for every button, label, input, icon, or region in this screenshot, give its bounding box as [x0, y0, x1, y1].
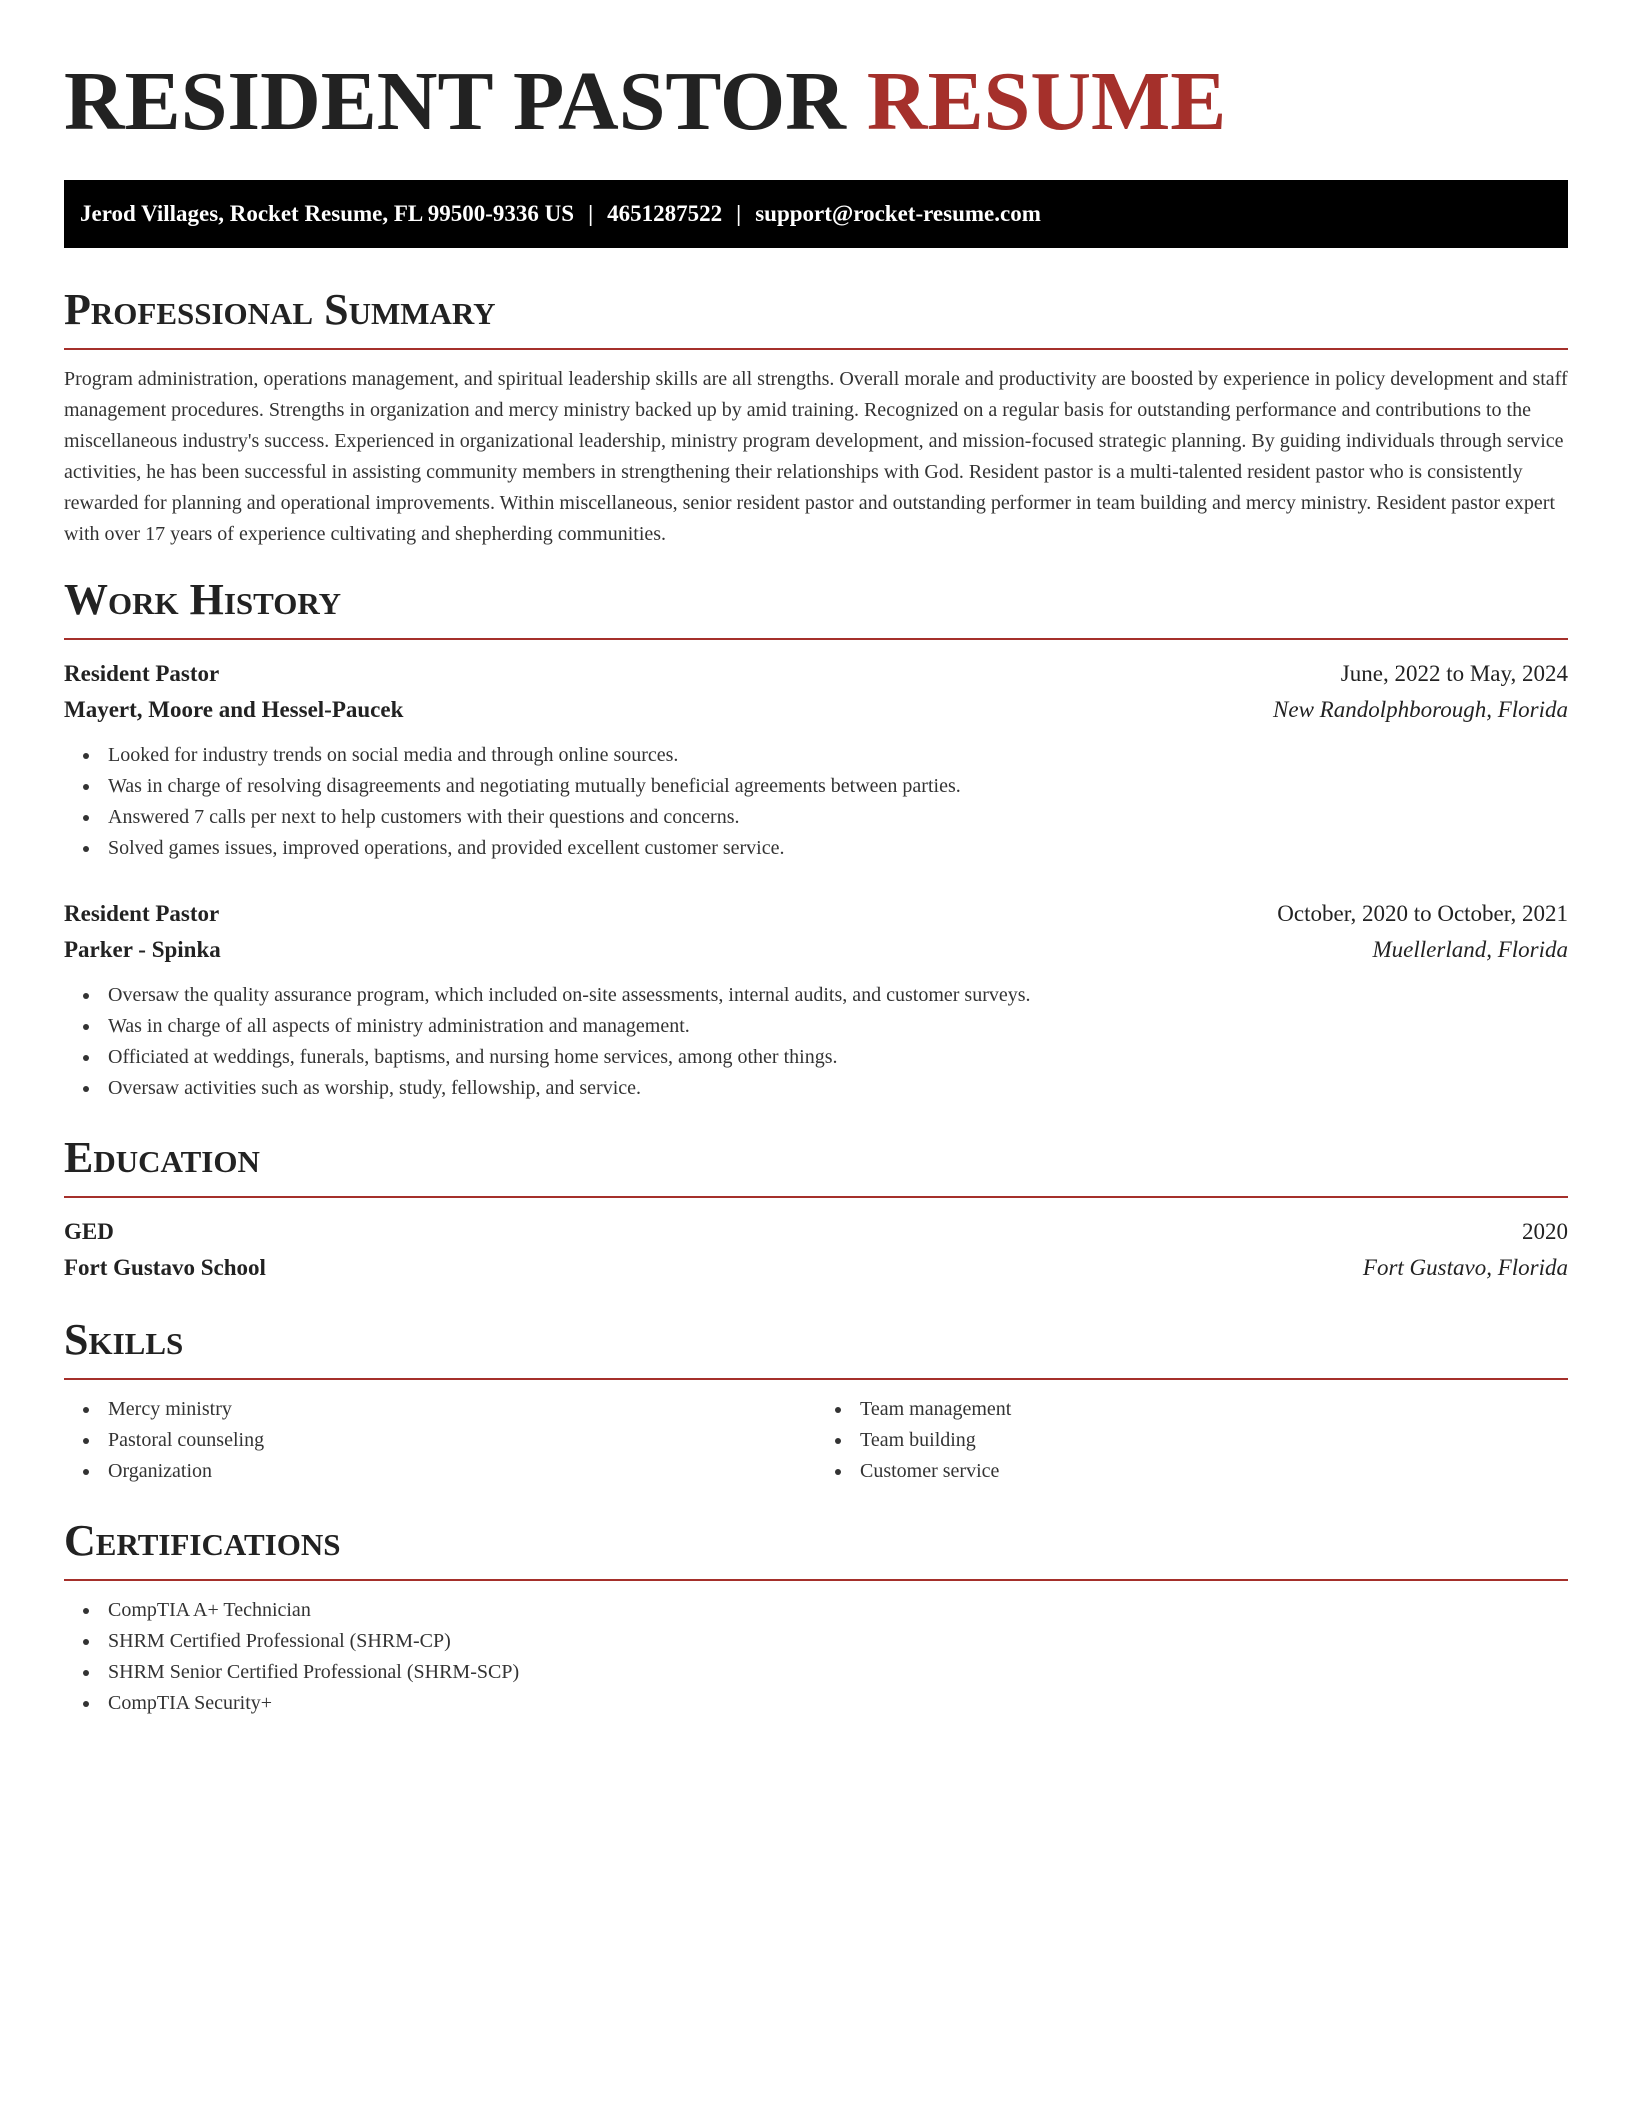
section-heading-education: Education	[64, 1133, 260, 1182]
list-item: Looked for industry trends on social media and through online sources.	[108, 740, 1568, 771]
certification-item: SHRM Certified Professional (SHRM-CP)	[108, 1626, 1568, 1657]
education-location: Fort Gustavo, Florida	[1362, 1255, 1568, 1280]
work-history-section	[64, 574, 1568, 1104]
list-item: Oversaw the quality assurance program, which included on-site assessments, internal audits, and customer surveys.	[108, 980, 1568, 1011]
section-heading-certifications: Certifications	[64, 1516, 341, 1565]
skill-item: Organization	[108, 1456, 816, 1487]
section-heading-work: Work History	[64, 575, 342, 624]
section-divider	[64, 1196, 1568, 1198]
job-location: Muellerland, Florida	[1372, 937, 1568, 962]
job-location: New Randolphborough, Florida	[1273, 697, 1568, 722]
section-divider	[64, 1579, 1568, 1581]
title-accent: RESUME	[866, 55, 1227, 148]
skill-item: Team building	[860, 1425, 1568, 1456]
contact-bar	[64, 180, 1568, 248]
section-divider	[64, 348, 1568, 350]
skills-list	[64, 1394, 816, 1487]
contact-address: Jerod Villages, Rocket Resume, FL 99500-9336 US	[80, 201, 575, 226]
education-school: Fort Gustavo School	[64, 1255, 266, 1280]
job-company: Parker - Spinka	[64, 937, 221, 962]
education-section	[64, 1132, 1568, 1286]
education-school-row	[64, 1250, 1568, 1286]
job-dates: June, 2022 to May, 2024	[1340, 661, 1568, 686]
certifications-section	[64, 1515, 1568, 1719]
skill-item: Team management	[860, 1394, 1568, 1425]
job-company-row	[64, 692, 1568, 728]
section-heading-summary: Professional Summary	[64, 285, 496, 334]
education-entry	[64, 1214, 1568, 1286]
section-divider	[64, 638, 1568, 640]
contact-email: support@rocket-resume.com	[755, 201, 1041, 226]
page-title	[64, 52, 1568, 152]
job-duties-list	[64, 980, 1568, 1104]
job-entry	[64, 656, 1568, 864]
job-company: Mayert, Moore and Hessel-Paucek	[64, 697, 404, 722]
job-header-row	[64, 896, 1568, 932]
list-item: Answered 7 calls per next to help customers with their questions and concerns.	[108, 802, 1568, 833]
skills-grid	[64, 1394, 1568, 1487]
skills-column-right	[816, 1394, 1568, 1487]
skill-item: Pastoral counseling	[108, 1425, 816, 1456]
certification-item: SHRM Senior Certified Professional (SHRM-SCP)	[108, 1657, 1568, 1688]
list-item: Was in charge of all aspects of ministry administration and management.	[108, 1011, 1568, 1042]
section-heading-skills: Skills	[64, 1315, 184, 1364]
contact-separator: |	[588, 201, 594, 226]
certifications-list	[64, 1595, 1568, 1719]
job-title: Resident Pastor	[64, 661, 220, 686]
certification-item: CompTIA A+ Technician	[108, 1595, 1568, 1626]
summary-section	[64, 284, 1568, 550]
job-entry	[64, 896, 1568, 1104]
education-header-row	[64, 1214, 1568, 1250]
contact-separator: |	[736, 201, 742, 226]
job-dates: October, 2020 to October, 2021	[1277, 901, 1568, 926]
skill-item: Mercy ministry	[108, 1394, 816, 1425]
skill-item: Customer service	[860, 1456, 1568, 1487]
job-title: Resident Pastor	[64, 901, 220, 926]
skills-list	[816, 1394, 1568, 1487]
education-year: 2020	[1522, 1219, 1568, 1244]
skills-column-left	[64, 1394, 816, 1487]
list-item: Solved games issues, improved operations, and provided excellent customer service.	[108, 833, 1568, 864]
section-divider	[64, 1378, 1568, 1380]
title-main: RESIDENT PASTOR	[64, 55, 846, 148]
job-company-row	[64, 932, 1568, 968]
certification-item: CompTIA Security+	[108, 1688, 1568, 1719]
summary-text: Program administration, operations management, and spiritual leadership skills are all strengths. Overall morale and productivity are boosted by experience in policy development and staff management procedures. Strengths in organization and mercy ministry backed up by amid training. Recognized on a regular basis for outstanding performance and contributions to the miscellaneous industry's success. Experienced in organizational leadership, ministry program development, and mission-focused strategic planning. By guiding individuals through service activities, he has been successful in assisting community members in strengthening their relationships with God. Resident pastor is a multi-talented resident pastor who is consistently rewarded for planning and operational improvements. Within miscellaneous, senior resident pastor and outstanding performer in team building and mercy ministry. Resident pastor expert with over 17 years of experience cultivating and shepherding communities.	[64, 368, 1568, 545]
list-item: Officiated at weddings, funerals, baptisms, and nursing home services, among other things.	[108, 1042, 1568, 1073]
education-degree: GED	[64, 1219, 114, 1244]
list-item: Was in charge of resolving disagreements and negotiating mutually beneficial agreements between parties.	[108, 771, 1568, 802]
list-item: Oversaw activities such as worship, study, fellowship, and service.	[108, 1073, 1568, 1104]
skills-section	[64, 1314, 1568, 1487]
job-duties-list	[64, 740, 1568, 864]
job-header-row	[64, 656, 1568, 692]
contact-phone: 4651287522	[607, 201, 723, 226]
